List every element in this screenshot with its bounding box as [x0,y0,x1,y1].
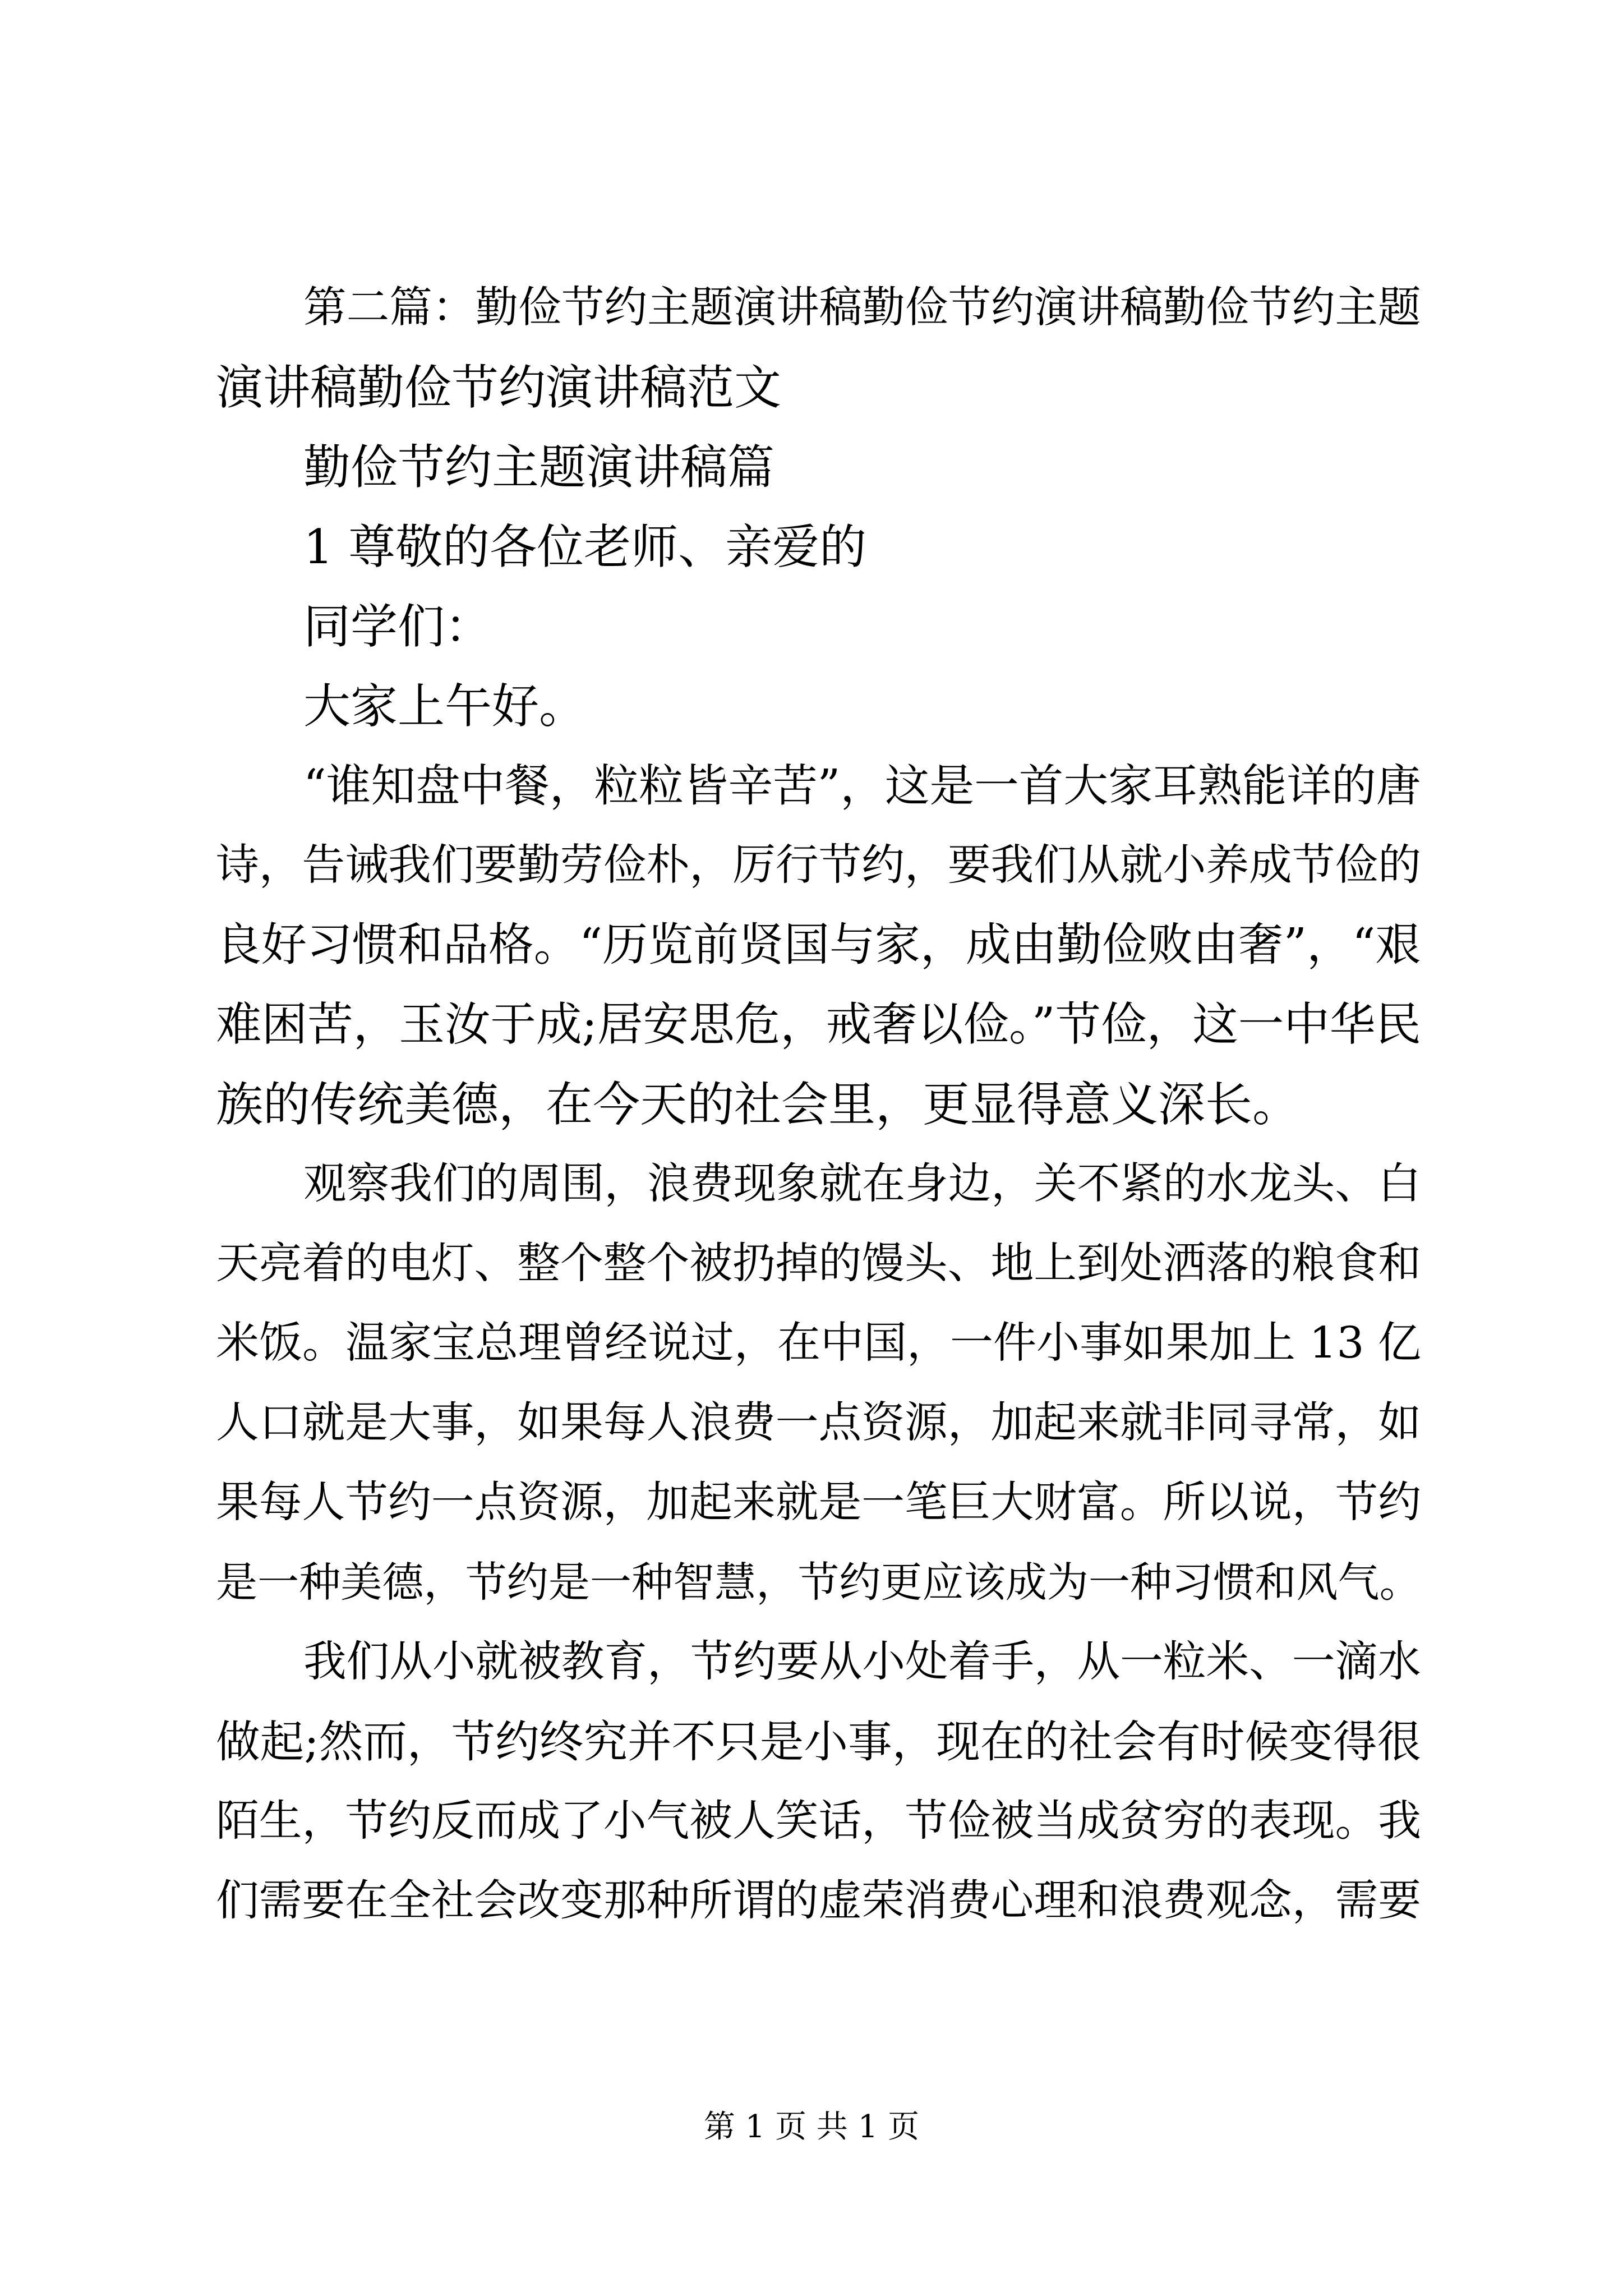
paragraph-line: “谁知盘中餐，粒粒皆辛苦”，这是一首大家耳熟能详的唐 [303,760,1421,812]
subtitle: 勤俭节约主题演讲稿篇 [303,440,775,495]
greeting-line: 1 尊敬的各位老师、亲爱的 [303,519,867,574]
title-line: 演讲稿勤俭节约演讲稿范文 [216,360,782,415]
paragraph-line: 诗，告诫我们要勤劳俭朴，厉行节约，要我们从就小养成节俭的 [216,840,1422,890]
paragraph-line: 陌生，节约反而成了小气被人笑话，节俭被当成贫穷的表现。我 [216,1796,1422,1846]
paragraph-line: 人口就是大事，如果每人浪费一点资源，加起来就非同寻常，如 [216,1398,1422,1448]
paragraph-line: 米饭。温家宝总理曾经说过，在中国，一件小事如果加上 13 亿 [216,1318,1421,1368]
paragraph-line: 果每人节约一点资源，加起来就是一笔巨大财富。所以说，节约 [216,1478,1422,1527]
paragraph-line: 是一种美德，节约是一种智慧，节约更应该成为一种习惯和风气。 [216,1558,1421,1607]
paragraph-line: 做起;然而，节约终究并不只是小事，现在的社会有时候变得很 [216,1716,1421,1768]
paragraph-line: 难困苦，玉汝于成;居安思危，戒奢以俭。”节俭，这一中华民 [216,998,1422,1051]
paragraph-line: 们需要在全社会改变那种所谓的虚荣消费心理和浪费观念，需要 [216,1876,1422,1926]
title-line: 第二篇：勤俭节约主题演讲稿勤俭节约演讲稿勤俭节约主题 [303,283,1421,333]
page-footer: 第 1 页 共 1 页 [703,2109,920,2145]
opening-line: 大家上午好。 [303,679,587,734]
paragraph-line: 观察我们的周围，浪费现象就在身边，关不紧的水龙头、白 [303,1159,1421,1209]
paragraph-line: 良好习惯和品格。“历览前贤国与家，成由勤俭败由奢”，“艰 [216,919,1421,972]
greeting-line: 同学们： [303,599,492,654]
paragraph-line: 我们从小就被教育，节约要从小处着手，从一粒米、一滴水 [303,1637,1421,1687]
paragraph-line: 天亮着的电灯、整个整个被扔掉的馒头、地上到处洒落的粮食和 [216,1239,1422,1289]
paragraph-line: 族的传统美德，在今天的社会里，更显得意义深长。 [216,1077,1300,1132]
